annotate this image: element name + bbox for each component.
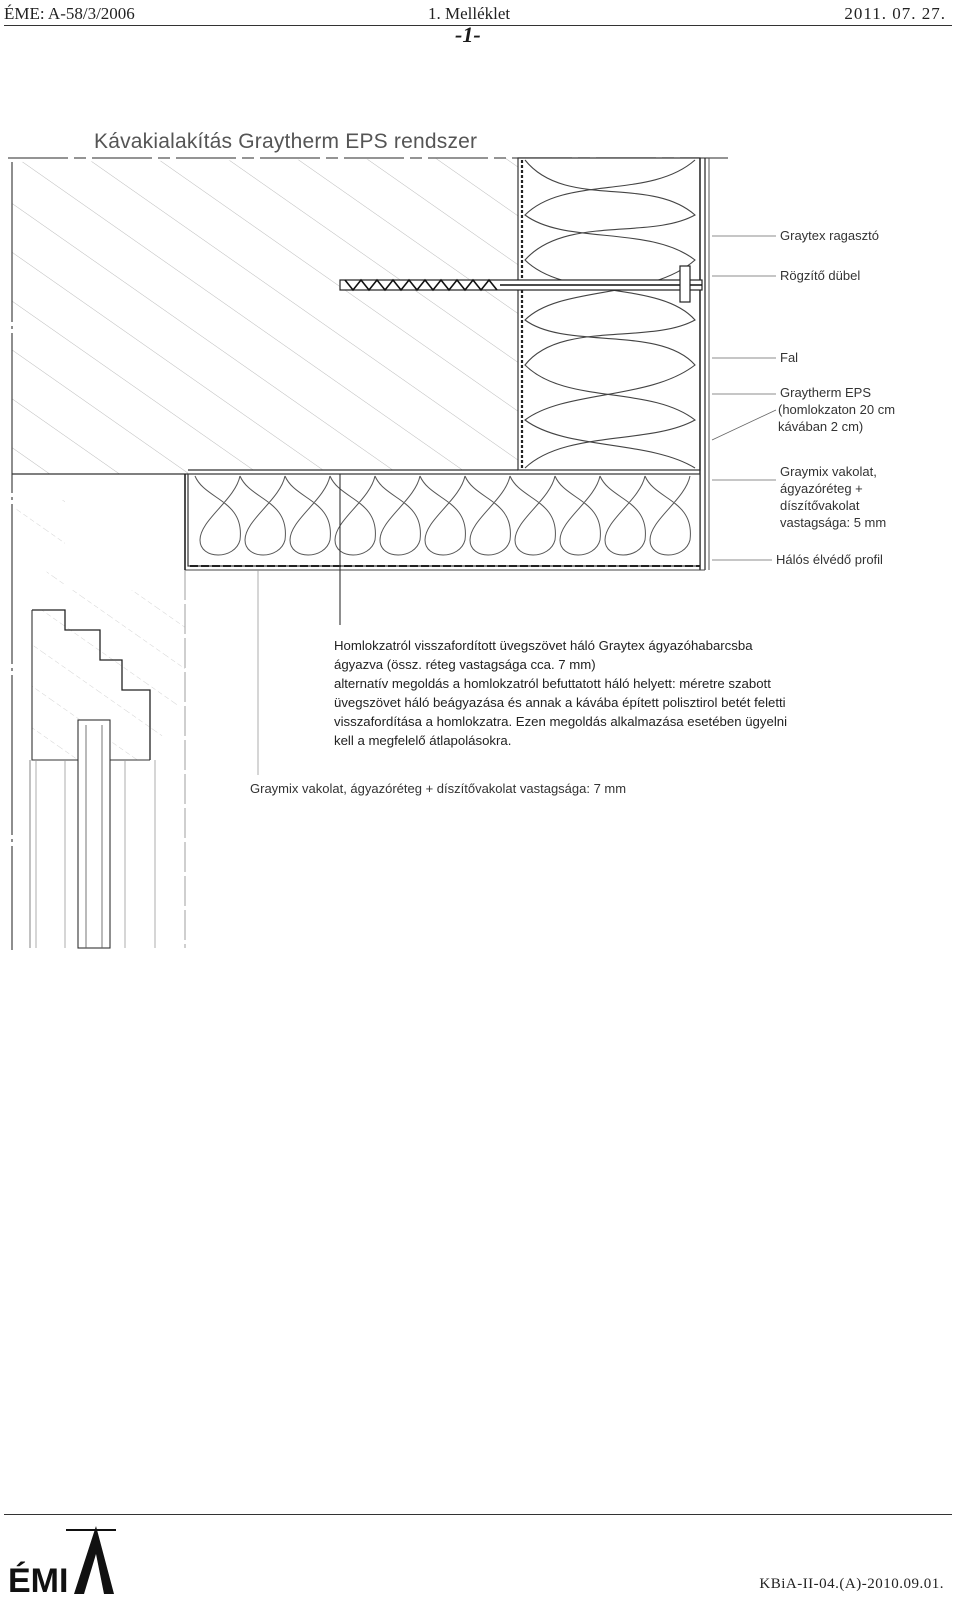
window-frame bbox=[12, 500, 258, 948]
mesh-note-line: kell a megfelelő átlapolásokra. bbox=[334, 733, 512, 748]
page-number: -1- bbox=[455, 22, 481, 47]
label-render-4: vastagsága: 5 mm bbox=[780, 515, 887, 530]
footer-document-code: KBiA-II-04.(A)-2010.09.01. bbox=[759, 1576, 944, 1592]
mesh-note-line: Homlokzatról visszafordított üvegszövet háló Graytex ágyazóhabarcsba bbox=[334, 638, 753, 653]
label-eps-2: (homlokzaton 20 cm bbox=[778, 402, 896, 417]
label-corner-profile: Hálós élvédő profil bbox=[776, 552, 883, 567]
label-eps-3: kávában 2 cm) bbox=[778, 419, 864, 434]
leader-lines bbox=[712, 236, 776, 560]
reveal-eps-insulation bbox=[185, 474, 705, 625]
render-thickness-note: Graymix vakolat, ágyazóréteg + díszítővakolat vastagsága: 7 mm bbox=[250, 781, 627, 796]
label-render-2: ágyazóréteg + bbox=[780, 481, 863, 496]
emi-logo bbox=[6, 1520, 118, 1596]
mesh-note-line: visszafordítása a homlokzatra. Ezen megoldás alkalmazása esetében ügyelni bbox=[334, 714, 788, 729]
mesh-note-line: üvegszövet háló beágyazása és annak a kávába épített polisztirol betét feletti bbox=[334, 695, 786, 710]
mesh-note-line: ágyazva (össz. réteg vastagsága cca. 7 mm) bbox=[334, 657, 596, 672]
header-date: 2011. 07. 27. bbox=[844, 4, 946, 23]
drawing-title: Kávakialakítás Graytherm EPS rendszer bbox=[94, 130, 478, 153]
footer-rule bbox=[4, 1514, 952, 1515]
label-render-1: Graymix vakolat, bbox=[780, 464, 877, 479]
label-render-3: díszítővakolat bbox=[780, 498, 860, 513]
label-dowel: Rögzítő dübel bbox=[780, 268, 861, 283]
logo-text: ÉMI bbox=[8, 1562, 69, 1596]
header-document-id: ÉME: A-58/3/2006 bbox=[4, 4, 135, 23]
mesh-note bbox=[334, 636, 914, 750]
mesh-note-line: alternatív megoldás a homlokzatról befuttatott háló helyett: méretre szabott bbox=[334, 676, 771, 691]
header-annex: 1. Melléklet bbox=[428, 4, 511, 23]
label-adhesive: Graytex ragasztó bbox=[780, 228, 879, 243]
label-wall: Fal bbox=[780, 350, 799, 365]
label-eps-1: Graytherm EPS bbox=[780, 385, 872, 400]
